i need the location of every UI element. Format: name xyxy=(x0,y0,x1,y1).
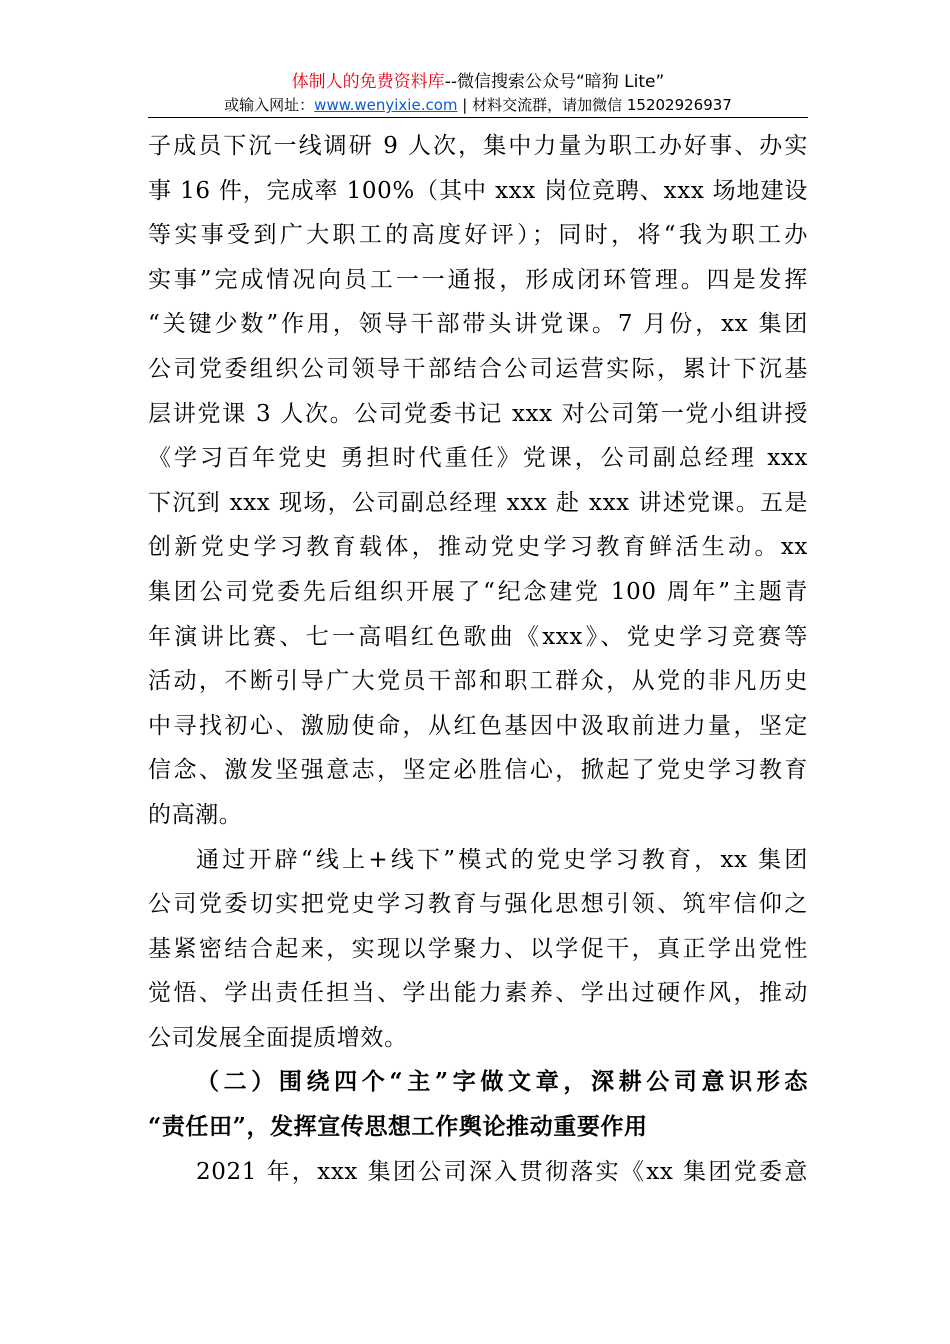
body-line: 信念、激发坚强意志，坚定必胜信心，掀起了党史学习教育 xyxy=(148,757,808,784)
body-line: 层讲党课 3 人次。公司党委书记 xxx 对公司第一党小组讲授 xyxy=(148,400,808,427)
header-separator: | xyxy=(457,96,473,114)
body-line: 公司党委切实把党史学习教育与强化思想引领、筑牢信仰之 xyxy=(148,891,808,918)
body-line: 下沉到 xxx 现场，公司副总经理 xxx 赴 xxx 讲述党课。五是 xyxy=(148,489,808,516)
header-url-link[interactable]: www.wenyixie.com xyxy=(314,96,458,114)
header-contact-line xyxy=(148,94,808,116)
body-line: 年演讲比赛、七一高唱红色歌曲《xxx》、党史学习竞赛等 xyxy=(148,623,808,650)
body-line: 《学习百年党史 勇担时代重任》党课，公司副总经理 xxx xyxy=(148,445,808,472)
section-heading: “责任田”，发挥宣传思想工作舆论推动重要作用 xyxy=(148,1113,648,1141)
body-line: 子成员下沉一线调研 9 人次，集中力量为职工办好事、办实 xyxy=(148,133,808,159)
body-line: 事 16 件，完成率 100%（其中 xxx 岗位竞聘、xxx 场地建设 xyxy=(148,177,808,204)
body-line: 中寻找初心、激励使命，从红色基因中汲取前进力量，坚定 xyxy=(148,712,808,739)
header-url-prefix: 或输入网址： xyxy=(224,96,315,114)
header-exchange: 材料交流群，请加微信 15202926937 xyxy=(472,96,732,114)
body-line: 觉悟、学出责任担当、学出能力素养、学出过硬作风，推动 xyxy=(148,980,808,1007)
body-line: 基紧密结合起来，实现以学聚力、以学促干，真正学出党性 xyxy=(148,935,808,962)
body-line: 创新党史学习教育载体，推动党史学习教育鲜活生动。xx xyxy=(148,534,808,561)
header-promo-line xyxy=(148,70,808,94)
body-line: 活动，不断引导广大党员干部和职工群众，从党的非凡历史 xyxy=(148,668,808,695)
body-line: 公司发展全面提质增效。 xyxy=(148,1024,408,1051)
body-line: 2021 年，xxx 集团公司深入贯彻落实《xx 集团党委意 xyxy=(196,1158,808,1185)
header-wechat: --微信搜索公众号“暗狗 Lite” xyxy=(444,72,665,92)
body-line: 的高潮。 xyxy=(148,801,243,828)
section-heading: （二）围绕四个“主”字做文章，深耕公司意识形态 xyxy=(196,1068,808,1096)
header-brand: 体制人的免费资料库 xyxy=(291,72,445,92)
document-body xyxy=(148,124,808,1194)
body-line: 通过开辟“线上+线下”模式的党史学习教育，xx 集团 xyxy=(196,846,808,873)
body-line: 公司党委组织公司领导干部结合公司运营实际，累计下沉基 xyxy=(148,355,808,382)
body-line: 实事”完成情况向员工一一通报，形成闭环管理。四是发挥 xyxy=(148,266,808,293)
page-header xyxy=(148,70,808,116)
body-line: 集团公司党委先后组织开展了“纪念建党 100 周年”主题青 xyxy=(148,578,808,605)
header-divider xyxy=(148,117,808,118)
body-line: 等实事受到广大职工的高度好评）；同时，将“我为职工办 xyxy=(148,222,808,249)
body-line: “关键少数”作用，领导干部带头讲党课。7 月份，xx 集团 xyxy=(148,311,808,338)
